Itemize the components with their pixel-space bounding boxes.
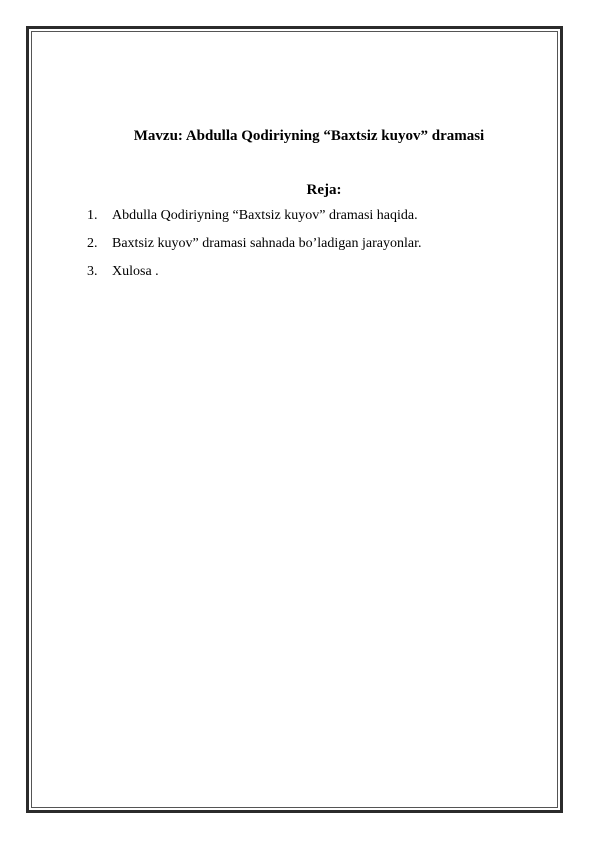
plan-item: [87, 207, 421, 235]
plan-list: [87, 207, 421, 291]
plan-item-text: Abdulla Qodiriyning “Baxtsiz kuyov” dramasi haqida.: [112, 208, 418, 223]
plan-item: [87, 235, 421, 263]
plan-item-number: 2.: [87, 236, 98, 251]
plan-heading: Reja:: [306, 182, 342, 198]
plan-item-number: 3.: [87, 264, 98, 279]
document-title: Mavzu: Abdulla Qodiriyning “Baxtsiz kuyov” dramasi: [133, 128, 485, 144]
plan-item-text: Xulosa .: [112, 264, 159, 279]
plan-item: [87, 263, 421, 291]
plan-item-text: Baxtsiz kuyov” dramasi sahnada bo’ladigan jarayonlar.: [112, 236, 422, 251]
plan-item-number: 1.: [87, 208, 98, 223]
